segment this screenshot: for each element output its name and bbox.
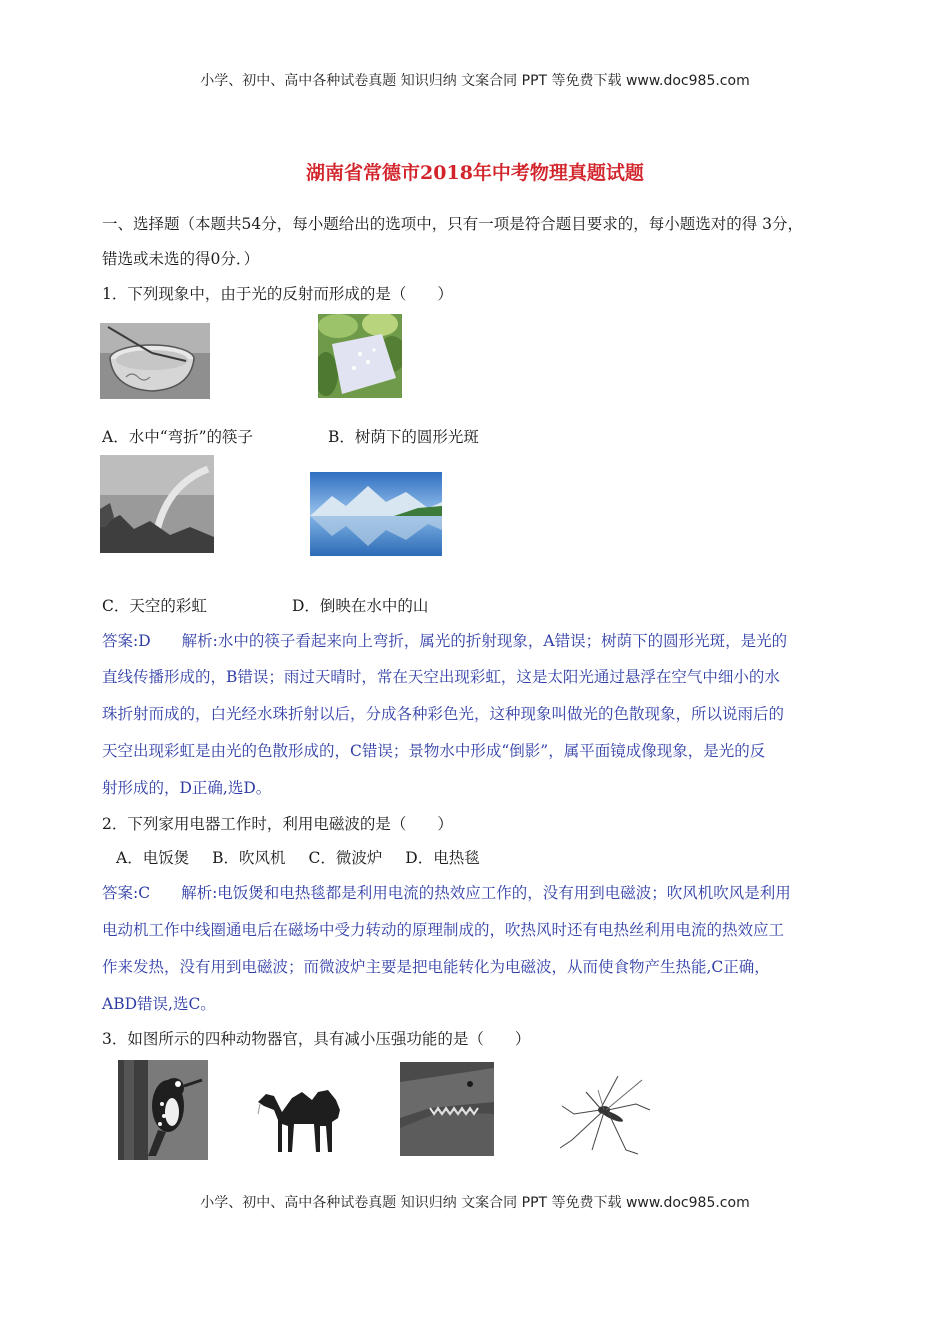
question-1-answer-line-2: 直线传播形成的，B错误；雨过天晴时，常在天空出现彩虹，这是太阳光通过悬浮在空气中细小的水	[102, 668, 780, 686]
page-header: 小学、初中、高中各种试卷真题 知识归纳 文案合同 PPT 等免费下载 www.doc985.com	[200, 73, 750, 89]
question-1-stem: 1．下列现象中，由于光的反射而形成的是（ ）	[102, 285, 453, 303]
question-2-option-b: B．吹风机	[212, 849, 286, 867]
woodpecker-image	[118, 1060, 208, 1160]
page-title: 湖南省常德市2018年中考物理真题试题	[306, 162, 644, 184]
tree-shade-light-spots-image	[318, 314, 402, 398]
question-2-option-d: D．电热毯	[405, 849, 480, 867]
question-2-option-c: C．微波炉	[308, 849, 383, 867]
question-1-option-b: B．树荫下的圆形光斑	[328, 428, 479, 446]
question-1-answer-line-1: 答案:D 解析:水中的筷子看起来向上弯折，属光的折射现象，A错误；树荫下的圆形光斑，是光的	[102, 632, 788, 650]
crocodile-teeth-image	[400, 1062, 494, 1156]
question-2-answer-line-4: ABD错误,选C。	[102, 995, 216, 1013]
page-footer: 小学、初中、高中各种试卷真题 知识归纳 文案合同 PPT 等免费下载 www.doc985.com	[200, 1195, 750, 1211]
question-1-answer-line-5: 射形成的，D正确,选D。	[102, 779, 272, 797]
section-instructions-line2: 错选或未选的得0分．）	[102, 250, 260, 268]
question-1-option-c: C．天空的彩虹	[102, 597, 207, 615]
question-1-option-a: A．水中“弯折”的筷子	[102, 428, 254, 446]
question-1-answer-line-4: 天空出现彩虹是由光的色散形成的，C错误；景物水中形成“倒影”，属平面镜成像现象，是光的反	[102, 742, 766, 760]
question-2-options	[116, 846, 480, 868]
section-instructions-line1: 一、选择题（本题共54分，每小题给出的选项中，只有一项是符合题目要求的，每小题选对的得 3分，	[102, 215, 804, 233]
rainbow-sky-image	[100, 455, 214, 553]
question-2-option-a: A．电饭煲	[116, 849, 190, 867]
question-1-answer-line-3: 珠折射而成的，白光经水珠折射以后，分成各种彩色光，这种现象叫做光的色散现象，所以说雨后的	[102, 705, 785, 723]
mosquito-image	[552, 1070, 656, 1158]
question-1-option-d: D．倒映在水中的山	[292, 597, 429, 615]
question-2-answer-line-1: 答案:C 解析:电饭煲和电热毯都是利用电流的热效应工作的，没有用到电磁波；吹风机吹风是利用	[102, 884, 791, 902]
question-2-stem: 2．下列家用电器工作时，利用电磁波的是（ ）	[102, 815, 453, 833]
question-2-answer-line-3: 作来发热，没有用到电磁波；而微波炉主要是把电能转化为电磁波，从而使食物产生热能,C正确，	[102, 958, 770, 976]
question-3-stem: 3．如图所示的四种动物器官，具有减小压强功能的是（ ）	[102, 1030, 531, 1048]
mountain-reflection-image	[310, 472, 442, 556]
camel-image	[252, 1078, 348, 1156]
chopsticks-in-bowl-image	[100, 323, 210, 399]
question-2-answer-line-2: 电动机工作中线圈通电后在磁场中受力转动的原理制成的，吹热风时还有电热丝利用电流的热效应工	[102, 921, 785, 939]
